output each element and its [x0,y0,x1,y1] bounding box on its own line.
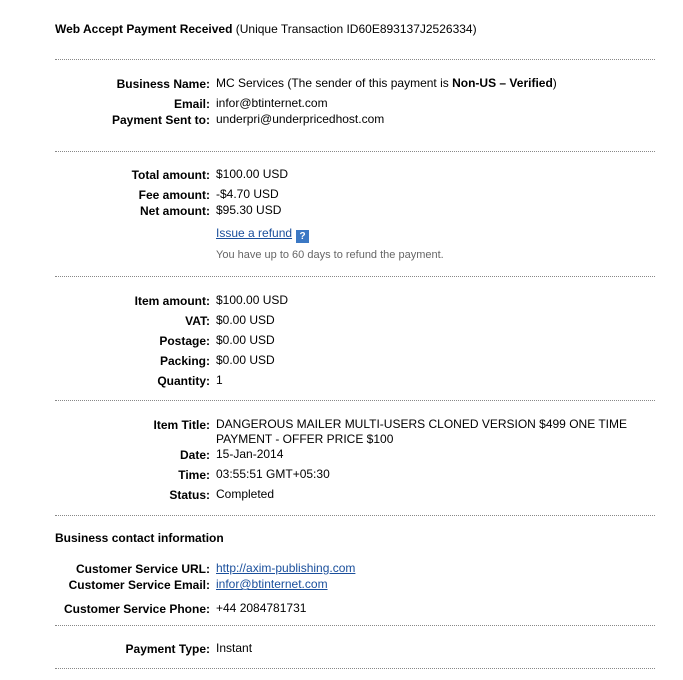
status-value: Completed [216,487,275,501]
divider [55,276,655,277]
help-icon[interactable]: ? [296,230,309,243]
sent-to-value: underpri@underpricedhost.com [216,112,385,126]
time-value: 03:55:51 GMT+05:30 [216,467,330,481]
customer-service-phone-label: Customer Service Phone: [63,602,210,616]
page-title: Web Accept Payment Received [55,22,233,36]
customer-service-phone-value: +44 2084781731 [216,601,307,615]
email-value: infor@btinternet.com [216,96,328,110]
transaction-header [55,22,477,36]
business-name-label: Business Name: [116,77,210,91]
item-title-value: DANGEROUS MAILER MULTI-USERS CLONED VERSION $499 ONE TIME PAYMENT - OFFER PRICE $100 [216,417,627,446]
vat-value: $0.00 USD [216,313,275,327]
issue-refund-link[interactable]: Issue a refund [216,226,293,240]
refund-note: You have up to 60 days to refund the payment. [216,249,444,261]
divider [55,59,655,60]
divider [55,151,655,152]
postage-value: $0.00 USD [216,333,275,347]
refund-row [216,226,309,243]
payment-type-value: Instant [216,641,253,655]
status-label: Status: [169,488,210,502]
item-amount-label: Item amount: [134,294,210,308]
customer-service-url-label: Customer Service URL: [75,562,210,576]
contact-heading: Business contact information [55,531,224,545]
customer-service-email-link[interactable]: infor@btinternet.com [216,577,328,591]
net-amount-value: $95.30 USD [216,203,282,217]
business-name-close: ) [552,76,557,90]
fee-amount-label: Fee amount: [138,188,210,202]
postage-label: Postage: [159,334,210,348]
date-value: 15-Jan-2014 [216,447,284,461]
total-amount-label: Total amount: [131,168,210,182]
divider [55,625,655,626]
business-name-value [216,76,557,90]
item-title-label: Item Title: [153,418,210,432]
quantity-label: Quantity: [157,374,210,388]
divider [55,668,655,669]
divider [55,400,655,401]
sender-status: Non-US – Verified [452,76,553,90]
divider [55,515,655,516]
business-name-text: MC Services (The sender of this payment is [216,76,453,90]
packing-label: Packing: [159,354,210,368]
email-label: Email: [173,97,210,111]
sent-to-label: Payment Sent to: [111,113,210,127]
vat-label: VAT: [185,314,210,328]
customer-service-url-link[interactable]: http://axim-publishing.com [216,561,356,575]
net-amount-label: Net amount: [140,204,210,218]
quantity-value: 1 [216,373,223,387]
packing-value: $0.00 USD [216,353,275,367]
fee-amount-value: -$4.70 USD [216,187,279,201]
item-amount-value: $100.00 USD [216,293,289,307]
total-amount-value: $100.00 USD [216,167,289,181]
transaction-id: (Unique Transaction ID60E893137J2526334) [235,22,477,36]
date-label: Date: [179,448,210,462]
customer-service-email-label: Customer Service Email: [68,578,210,592]
time-label: Time: [178,468,210,482]
payment-type-label: Payment Type: [125,642,210,656]
